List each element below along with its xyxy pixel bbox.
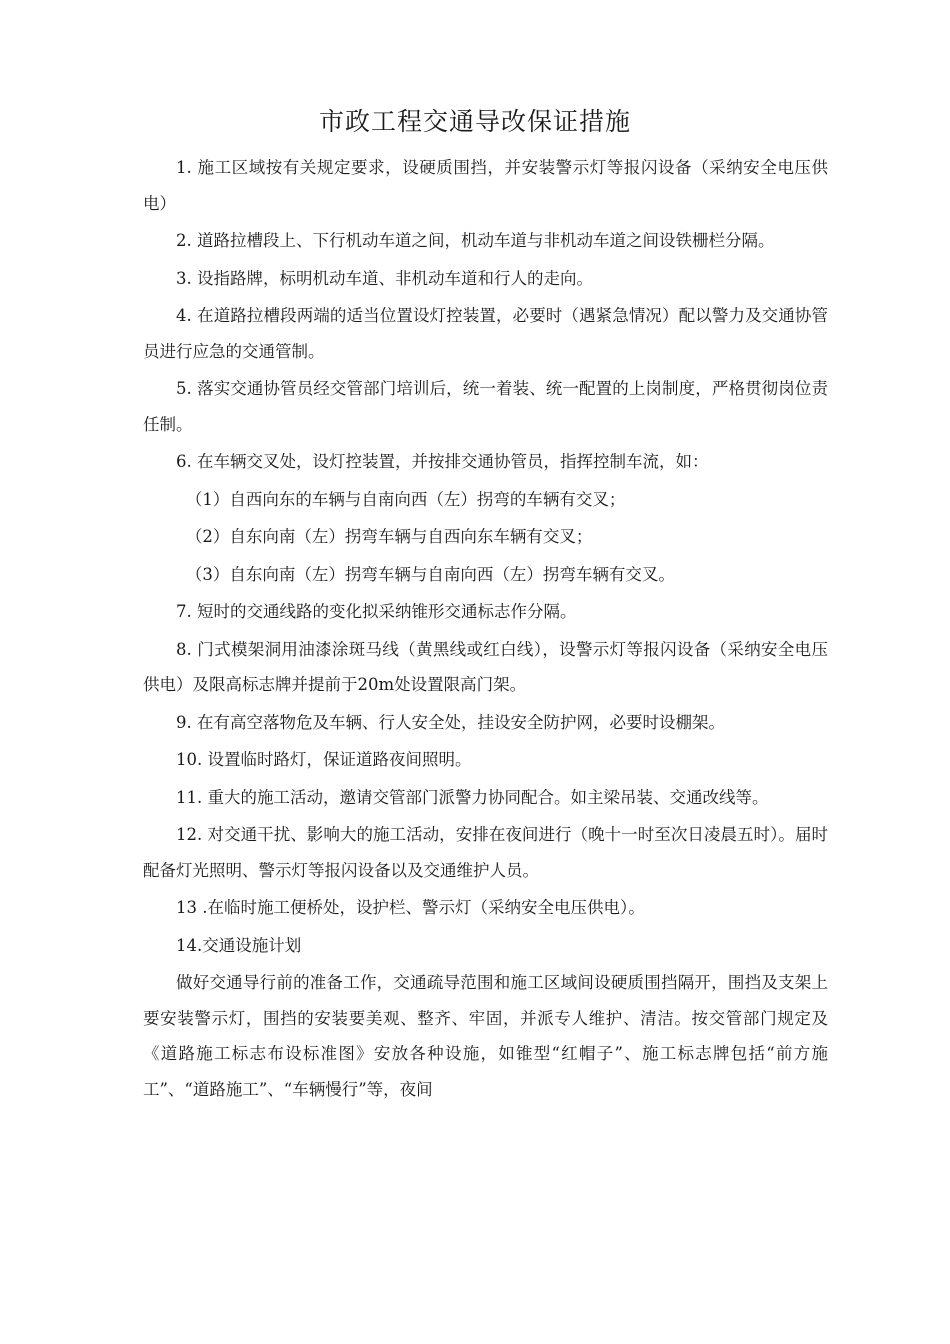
sub-item-3: （3）自东向南（左）拐弯车辆与自南向西（左）拐弯车辆有交叉。: [185, 564, 675, 584]
paragraph-14-body: 做好交通导行前的准备工作，交通疏导范围和施工区域间设硬质围挡隔开，围挡及支架上要安装警示灯，围挡的安装要美观、整齐、牢固，并派专人维护、清洁。按交管部门规定及《道路施工标志布设标准图》安放各种设施，如锥型“红帽子”、施工标志牌包括“前方施工”、“道路施工”、“车辆慢行”等，夜间: [143, 973, 828, 1099]
sub-item-1: （1）自西向东的车辆与自南向西（左）拐弯的车辆有交叉；: [185, 489, 626, 509]
page-title: 市政工程交通导改保证措施: [318, 107, 631, 136]
paragraph-12: 12. 对交通干扰、影响大的施工活动，安排在夜间进行（晚十一时至次日凌晨五时）。届时配备灯光照明、警示灯等报闪设备以及交通维护人员。: [143, 825, 828, 880]
document-body: [143, 150, 828, 1109]
paragraph-8: 8. 门式模架洞用油漆涂斑马线（黄黑线或红白线），设警示灯等报闪设备（采纳安全电压供电）及限高标志牌并提前于20m处设置限高门架。: [143, 639, 828, 694]
paragraph-14-heading: 14.交通设施计划: [176, 935, 302, 955]
paragraph-6: 6. 在车辆交叉处，设灯控装置，并按排交通协管员，指挥控制车流，如：: [176, 452, 709, 471]
paragraph-2: 2. 道路拉槽段上、下行机动车道之间，机动车道与非机动车道之间设铁栅栏分隔。: [176, 231, 775, 250]
paragraph-5: 5. 落实交通协管员经交管部门培训后，统一着装、统一配置的上岗制度，严格贯彻岗位责任制。: [143, 379, 828, 434]
paragraph-7: 7. 短时的交通线路的变化拟采纳锥形交通标志作分隔。: [176, 602, 577, 621]
paragraph-10: 10. 设置临时路灯，保证道路夜间照明。: [176, 750, 472, 769]
paragraph-11: 11. 重大的施工活动，邀请交管部门派警力协同配合。如主梁吊装、交通改线等。: [176, 787, 769, 807]
paragraph-13: 13 .在临时施工便桥处，设护栏、警示灯（采纳安全电压供电）。: [176, 898, 645, 917]
paragraph-4: 4. 在道路拉槽段两端的适当位置设灯控装置，必要时（遇紧急情况）配以警力及交通协管员进行应急的交通管制。: [143, 306, 828, 361]
paragraph-3: 3. 设指路牌，标明机动车道、非机动车道和行人的走向。: [176, 268, 593, 288]
paragraph-9: 9. 在有高空落物危及车辆、行人安全处，挂设安全防护网，必要时设棚架。: [176, 712, 725, 732]
paragraph-1: 1. 施工区域按有关规定要求，设硬质围挡，并安装警示灯等报闪设备（采纳安全电压供电）: [143, 158, 828, 213]
sub-item-2: （2）自东向南（左）拐弯车辆与自西向东车辆有交叉；: [185, 527, 593, 546]
